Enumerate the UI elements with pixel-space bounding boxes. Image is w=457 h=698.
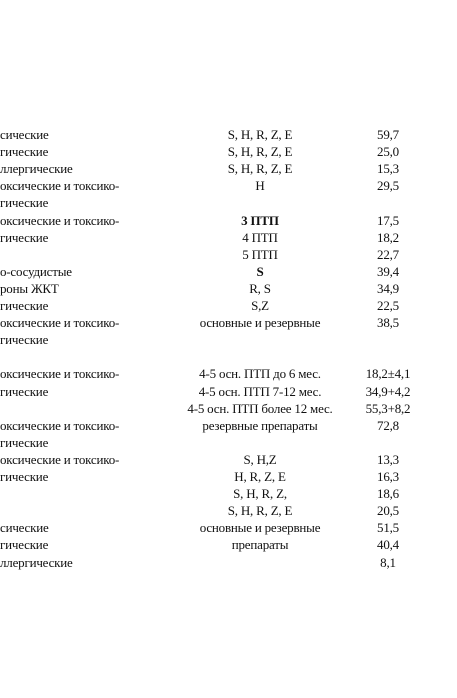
table-row xyxy=(0,280,457,297)
table-row xyxy=(0,383,457,400)
table-row xyxy=(0,485,457,502)
regimen-cell: S, H,Z xyxy=(243,451,277,467)
category-cell: гические xyxy=(0,469,49,484)
category-cell: сические xyxy=(0,520,49,536)
category-cell: ллергические xyxy=(0,161,73,177)
table-row xyxy=(0,314,457,331)
regimen-cell: S, H, R, Z, E xyxy=(227,161,293,177)
table-row xyxy=(0,468,457,485)
regimen-cell: H xyxy=(255,178,265,194)
value-cell: 40,4 xyxy=(377,537,399,553)
value-cell: 17,5 xyxy=(377,212,399,228)
category-cell: оксические и токсико- xyxy=(0,178,120,194)
table-row xyxy=(0,297,457,314)
category-cell: гические xyxy=(0,229,49,245)
regimen-cell: 5 ПТП xyxy=(242,246,278,262)
value-cell: 51,5 xyxy=(377,520,399,536)
category-cell: гические xyxy=(0,434,49,450)
category-cell: оксические и токсико- xyxy=(0,315,120,331)
table-row xyxy=(0,212,457,229)
table-row xyxy=(0,365,457,382)
table-row xyxy=(0,519,457,536)
value-cell: 18,6 xyxy=(377,486,399,502)
value-cell: 18,2 xyxy=(377,229,399,245)
regimen-cell: 4-5 осн. ПТП более 12 мес. xyxy=(187,400,333,416)
category-cell: гические xyxy=(0,195,49,211)
regimen-cell: H, R, Z, E xyxy=(234,469,286,484)
table-row xyxy=(0,451,457,468)
value-cell: 25,0 xyxy=(377,144,399,160)
regimen-cell: S, H, R, Z, E xyxy=(227,127,293,142)
regimen-cell: препараты xyxy=(231,537,289,553)
table-row xyxy=(0,400,457,417)
table-row xyxy=(0,434,457,451)
table-row xyxy=(0,229,457,246)
category-cell: оксические и токсико- xyxy=(0,417,120,433)
regimen-cell: S, H, R, Z, E xyxy=(227,503,293,519)
regimen-cell: S,Z xyxy=(251,298,269,313)
category-cell: о-сосудистые xyxy=(0,263,72,279)
table-row xyxy=(0,348,457,365)
regimen-cell: резервные препараты xyxy=(202,417,318,433)
table-row xyxy=(0,194,457,211)
value-cell: 13,3 xyxy=(377,451,399,467)
value-cell: 72,8 xyxy=(377,417,399,433)
table-row xyxy=(0,177,457,194)
category-cell: ллергические xyxy=(0,554,73,570)
table-row xyxy=(0,126,457,143)
regimen-cell: S, H, R, Z, xyxy=(233,486,287,502)
regimen-cell: S, H, R, Z, E xyxy=(227,144,293,160)
value-cell: 59,7 xyxy=(377,127,399,142)
table-row xyxy=(0,263,457,280)
category-cell: оксические и токсико- xyxy=(0,366,120,382)
value-cell: 34,9 xyxy=(377,280,399,296)
value-cell: 15,3 xyxy=(377,161,399,177)
value-cell: 29,5 xyxy=(377,178,399,194)
table-row xyxy=(0,160,457,177)
table-row xyxy=(0,143,457,160)
value-cell: 16,3 xyxy=(377,469,399,484)
table-row xyxy=(0,554,457,571)
table-row xyxy=(0,417,457,434)
regimen-cell: основные и резервные xyxy=(199,315,321,331)
regimen-cell: S xyxy=(256,263,264,279)
value-cell: 38,5 xyxy=(377,315,399,331)
value-cell: 22,7 xyxy=(377,246,399,262)
category-cell: гические xyxy=(0,144,49,160)
category-cell: гические xyxy=(0,537,49,553)
value-cell: 55,3+8,2 xyxy=(365,400,411,416)
value-cell: 8,1 xyxy=(380,554,396,570)
table-row xyxy=(0,246,457,263)
regimen-cell: 4-5 осн. ПТП 7-12 мес. xyxy=(198,383,322,399)
table-row xyxy=(0,502,457,519)
regimen-cell: 3 ПТП xyxy=(241,212,279,228)
value-cell: 39,4 xyxy=(377,263,399,279)
category-cell: гические xyxy=(0,332,49,348)
table-row xyxy=(0,536,457,553)
category-cell: гические xyxy=(0,383,49,399)
regimen-cell: основные и резервные xyxy=(199,520,321,536)
regimen-cell: 4-5 осн. ПТП до 6 мес. xyxy=(199,366,321,382)
value-cell: 22,5 xyxy=(377,298,399,313)
category-cell: сические xyxy=(0,127,49,142)
table-row xyxy=(0,331,457,348)
category-cell: оксические и токсико- xyxy=(0,212,120,228)
value-cell: 34,9+4,2 xyxy=(365,383,411,399)
category-cell: роны ЖКТ xyxy=(0,280,59,296)
value-cell: 18,2±4,1 xyxy=(365,366,411,382)
regimen-cell: R, S xyxy=(249,280,271,296)
regimen-cell: 4 ПТП xyxy=(242,229,278,245)
category-cell: гические xyxy=(0,298,49,313)
category-cell: оксические и токсико- xyxy=(0,451,120,467)
value-cell: 20,5 xyxy=(377,503,399,519)
